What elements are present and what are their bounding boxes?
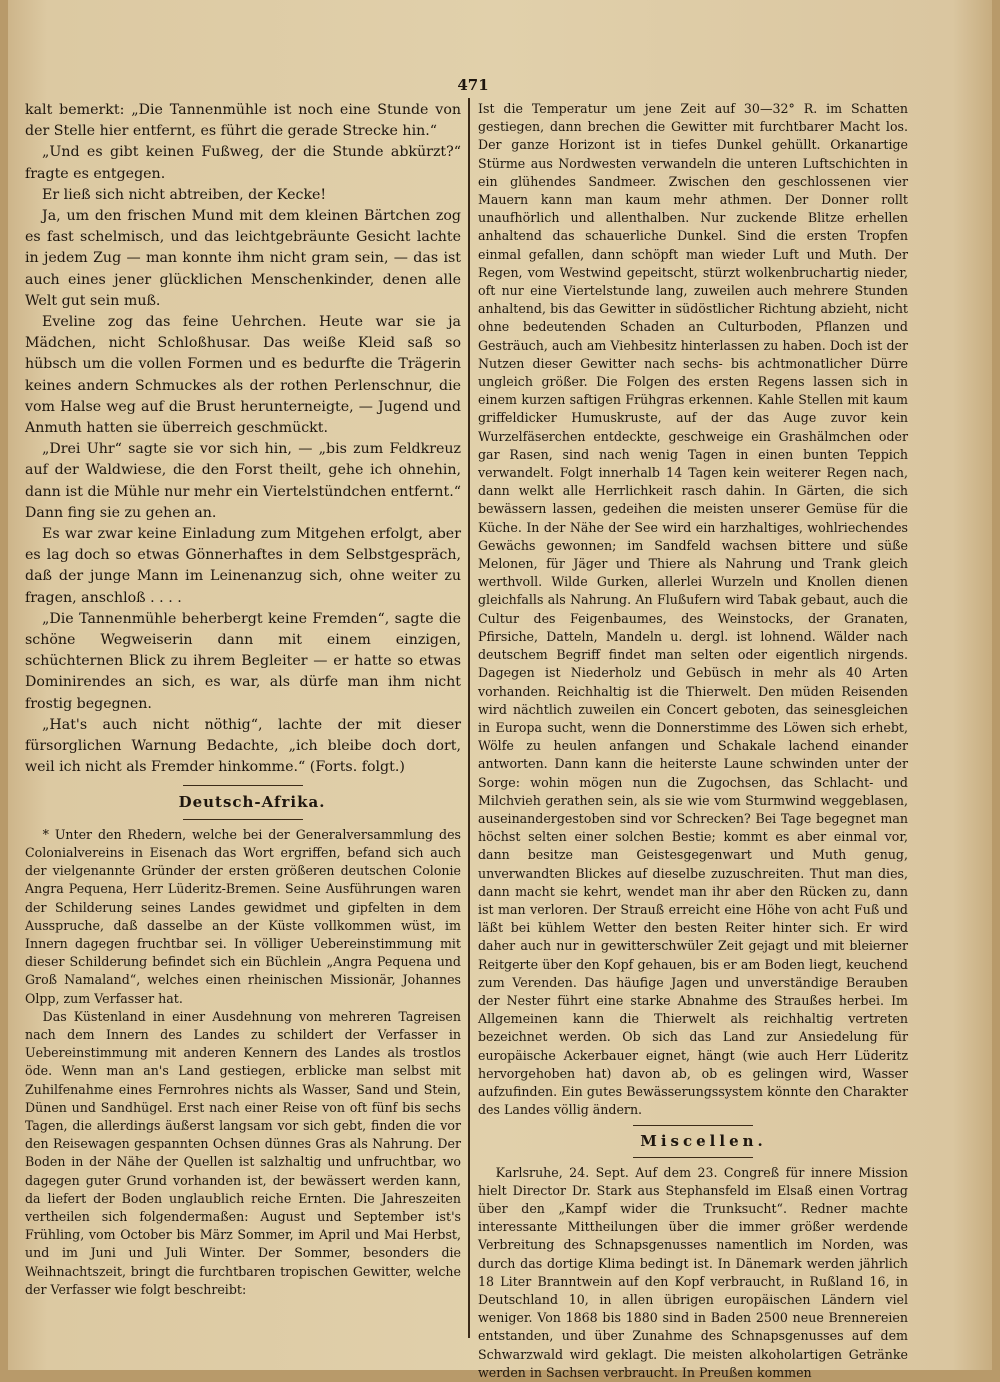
column-rule bbox=[468, 98, 470, 1338]
story-paragraph: Eveline zog das feine Uehrchen. Heute war sie ja Mädchen, nicht Schloßhusar. Das weiße Kleid saß so hübsch um die vollen Formen und es bedurfte die Trägerin keines andern Schmuckes als der rothen Perlenschnur, die vom Halse weg auf die Brust herunterneigte, — Jugend und Anmuth hatten sie überreich geschmückt. bbox=[25, 314, 461, 437]
story-paragraph: „Hat's auch nicht nöthig“, lachte der mit dieser fürsorglichen Warnung Bedachte, „ich bleibe doch dort, weil ich nicht als Fremder hinkomme.“ (Forts. folgt.) bbox=[25, 716, 461, 776]
misc-paragraph: Karlsruhe, 24. Sept. Auf dem 23. Congreß für innere Mission hielt Director Dr. Stark aus Stephansfeld im Elsaß einen Vortrag über den „Kampf wider die Trunksucht“. Redner machte interessante Mittheilungen über die immer größer werdende Verbreitung des Schnapsgenusses namentlich im Norden, was durch das dortige Klima bedingt ist. In Dänemark werden jährlich 18 Liter Branntwein auf den Kopf verbraucht, in Rußland 16, in Deutschland 10, in allen übrigen europäischen Ländern viel weniger. Von 1868 bis 1880 sind in Baden 2500 neue Brennereien entstanden, und über Zunahme des Schnapsgenusses auf dem Schwarzwald wird geklagt. Die meisten alkoholartigen Getränke werden in Sachsen verbraucht. In Preußen kommen bbox=[478, 1164, 908, 1380]
section-divider bbox=[183, 785, 303, 786]
story-paragraph: Er ließ sich nicht abtreiben, der Kecke! bbox=[42, 186, 327, 203]
section-divider bbox=[633, 1157, 753, 1158]
story-paragraph: „Und es gibt keinen Fußweg, der die Stunde abkürzt?“ fragte es entgegen. bbox=[25, 144, 461, 182]
section-heading-miscellen: Miscellen. bbox=[640, 1132, 767, 1151]
story-paragraph: Ja, um den frischen Mund mit dem kleinen Bärtchen zog es fast schelmisch, und das leichtgebräunte Gesicht lachte in jedem Zug — man konnte ihm nicht gram sein, — das ist auch eines jener glücklichen Menschenkinder, denen alle Welt gut sein muß. bbox=[25, 208, 461, 309]
right-column bbox=[478, 100, 908, 1380]
left-column bbox=[25, 100, 461, 1360]
article-deutsch-afrika bbox=[25, 826, 461, 1299]
story-paragraph: „Drei Uhr“ sagte sie vor sich hin, — „bis zum Feldkreuz auf der Waldwiese, die den Forst theilt, gehe ich ohnehin, dann ist die Mühle nur mehr ein Viertelstündchen entfernt.“ Dann fing sie zu gehen an. bbox=[25, 441, 461, 521]
story-paragraph: Es war zwar keine Einladung zum Mitgehen erfolgt, aber es lag doch so etwas Gönnerhaftes in dem Selbstgespräch, daß der junge Mann im Leinenanzug sich, ohne weiter zu fragen, anschloß . . . . bbox=[25, 526, 461, 606]
article-continuation: Ist die Temperatur um jene Zeit auf 30—32° R. im Schatten gestiegen, dann brechen die Gewitter mit furchtbarer Macht los. Der ganze Horizont ist in tiefes Dunkel gehüllt. Orkanartige Stürme aus Nordwesten verwandeln die unteren Luftschichten in ein glühendes Sandmeer. Zwischen den geschlossenen vier Mauern kann man kaum mehr athmen. Der Donner rollt unaufhörlich und allenthalben. Nur zuckende Blitze erhellen anhaltend das schauerliche Dunkel. Sind die ersten Tropfen einmal gefallen, dann schöpft man wieder Luft und Muth. Der Regen, vom Westwind gepeitscht, stürzt wolkenbruchartig nieder, oft nur eine Viertelstunde lang, zuweilen auch mehrere Stunden anhaltend, bis das Gewitter in südöstlicher Richtung abzieht, nicht ohne bedeutenden Schaden an Culturboden, Pflanzen und Gesträuch, auch am Viehbesitz hinterlassen zu haben. Doch ist der Nutzen dieser Gewitter nach sechs- bis achtmonatlicher Dürre ungleich größer. Die Folgen des ersten Regens lassen sich in einem kurzen saftigen Frühgras erkennen. Kahle Stellen mit kaum griffeldicker Humuskruste, auf der das Auge zuvor kein Wurzelfäserchen entdeckte, geschweige ein Grashälmchen oder gar Rasen, sind nach wenig Tagen in einen bunten Teppich verwandelt. Folgt innerhalb 14 Tagen kein weiterer Regen nach, dann welkt alle Herrlichkeit rasch dahin. In Gärten, die sich bewässern lassen, gedeihen die meisten unserer Gemüse für die Küche. In der Nähe der See wird ein harzhaltiges, wohlriechendes Gewächs gewonnen; im Sandfeld wachsen bittere und süße Melonen, für Jäger und Thiere als Nahrung und Trank gleich werthvoll. Wilde Gurken, allerlei Wurzeln und Knollen dienen gleichfalls als Nahrung. An Flußufern wird Tabak gebaut, auch die Cultur des Feigenbaumes, des Weinstocks, der Granaten, Pfirsiche, Datteln, Mandeln u. dergl. ist lohnend. Wälder nach deutschem Begriff findet man selten oder eigentlich nirgends. Dagegen ist Niederholz und Gebüsch in mehr als 40 Arten vorhanden. Reichhaltig ist die Thierwelt. Den müden Reisenden wird nächtlich zuweilen ein Concert geboten, das seinesgleichen in Europa sucht, wenn die Donnerstimme des Löwen sich erhebt, Wölfe zu heulen anfangen und Schakale lachend einander antworten. Dann kann die heiterste Laune schwinden unter der Sorge: wohin mögen nun die Zugochsen, das Schlacht- und Milchvieh gerathen sein, als sie wie vom Sturmwind weggeblasen, auseinandergestoben sind vor Schrecken? Bei Tage begegnet man höchst selten einer solchen Bestie; kommt es aber einmal vor, dann besitze man Geistesgegenwart und Muth genug, unverwandten Blickes auf dieselbe zuzuschreiten. Thut man dies, dann macht sie kehrt, wendet man ihr aber den Rücken zu, dann ist man verloren. Der Strauß erreicht eine Höhe von acht Fuß und läßt bei kühlem Wetter den besten Reiter hinter sich. Er wird daher auch nur in gewitterschwüler Zeit gejagt und mit bleierner Reitgerte über den Kopf gehauen, bis er am Boden liegt, keuchend zum Verenden. Das häufige Jagen und unverständige Berauben der Nester führt eine starke Abnahme des Straußes herbei. Im Allgemeinen kann die Thierwelt als reichhaltig vertreten bezeichnet werden. Ob sich das Land zur Ansiedelung für europäische Ackerbauer eignet, hängt (wie auch Herr Lüderitz hervorgehoben hat) davon ab, ob es gelingen wird, Wasser aufzufinden. Ein gutes Bewässerungssystem könnte den Charakter des Landes völlig ändern. bbox=[478, 101, 908, 1118]
section-divider bbox=[633, 1125, 753, 1126]
newspaper-page bbox=[8, 0, 992, 1380]
article-paragraph: Das Küstenland in einer Ausdehnung von mehreren Tagreisen nach dem Innern des Landes zu schildert der Verfasser in Uebereinstimmung mit anderen Kennern des Landes als trostlos öde. Wenn man an's Land gestiegen, erblicke man selbst mit Zuhilfenahme eines Fernrohres nichts als Wasser, Sand und Stein, Dünen und Sandhügel. Erst nach einer Reise von oft fünf bis sechs Tagen, die allerdings äußerst langsam vor sich gebt, finden die vor den Reisewagen gespannten Ochsen dünnes Gras als Nahrung. Der Boden in der Nähe der Quellen ist salzhaltig und unfruchtbar, wo dagegen guter Grund vorhanden ist, der bewässert werden kann, da liefert der Boden unglaublich reiche Ernten. Die Jahreszeiten vertheilen sich folgendermaßen: August und September ist's Frühling, vom October bis März Sommer, im April und Mai Herbst, und im Juni und Juli Winter. Der Sommer, besonders die Weihnachtszeit, bringt die furchtbaren tropischen Gewitter, welche der Verfasser wie folgt beschreibt: bbox=[25, 1008, 461, 1297]
story-paragraph: „Die Tannenmühle beherbergt keine Fremden“, sagte die schöne Wegweiserin dann mit einem einzigen, schüchternen Blick zu ihrem Begleiter — er hatte so etwas Dominirendes an sich, es war, als dürfe man ihm nicht frostig begegnen. bbox=[25, 610, 461, 712]
story-paragraph: kalt bemerkt: „Die Tannenmühle ist noch eine Stunde von der Stelle hier entfernt, es führt die gerade Strecke hin.“ bbox=[25, 102, 461, 140]
page-number: 471 bbox=[457, 76, 489, 94]
article-paragraph: * Unter den Rhedern, welche bei der Generalversammlung des Colonialvereins in Eisenach das Wort ergriffen, befand sich auch der vielgenannte Gründer der ersten größeren deutschen Colonie Angra Pequena, Herr Lüderitz-Bremen. Seine Ausführungen waren der Schilderung seines Landes gewidmet und gipfelten in dem Ausspruche, daß dasselbe an der Küste vollkommen wüst, im Innern dagegen fruchtbar sei. In völliger Uebereinstimmung mit dieser Schilderung befindet sich ein Büchlein „Angra Pequena und Groß Namaland“, welches einen rheinischen Missionär, Johannes Olpp, zum Verfasser hat. bbox=[25, 826, 461, 1006]
section-divider bbox=[183, 819, 303, 820]
section-heading-deutsch-afrika: Deutsch-Afrika. bbox=[178, 792, 326, 811]
